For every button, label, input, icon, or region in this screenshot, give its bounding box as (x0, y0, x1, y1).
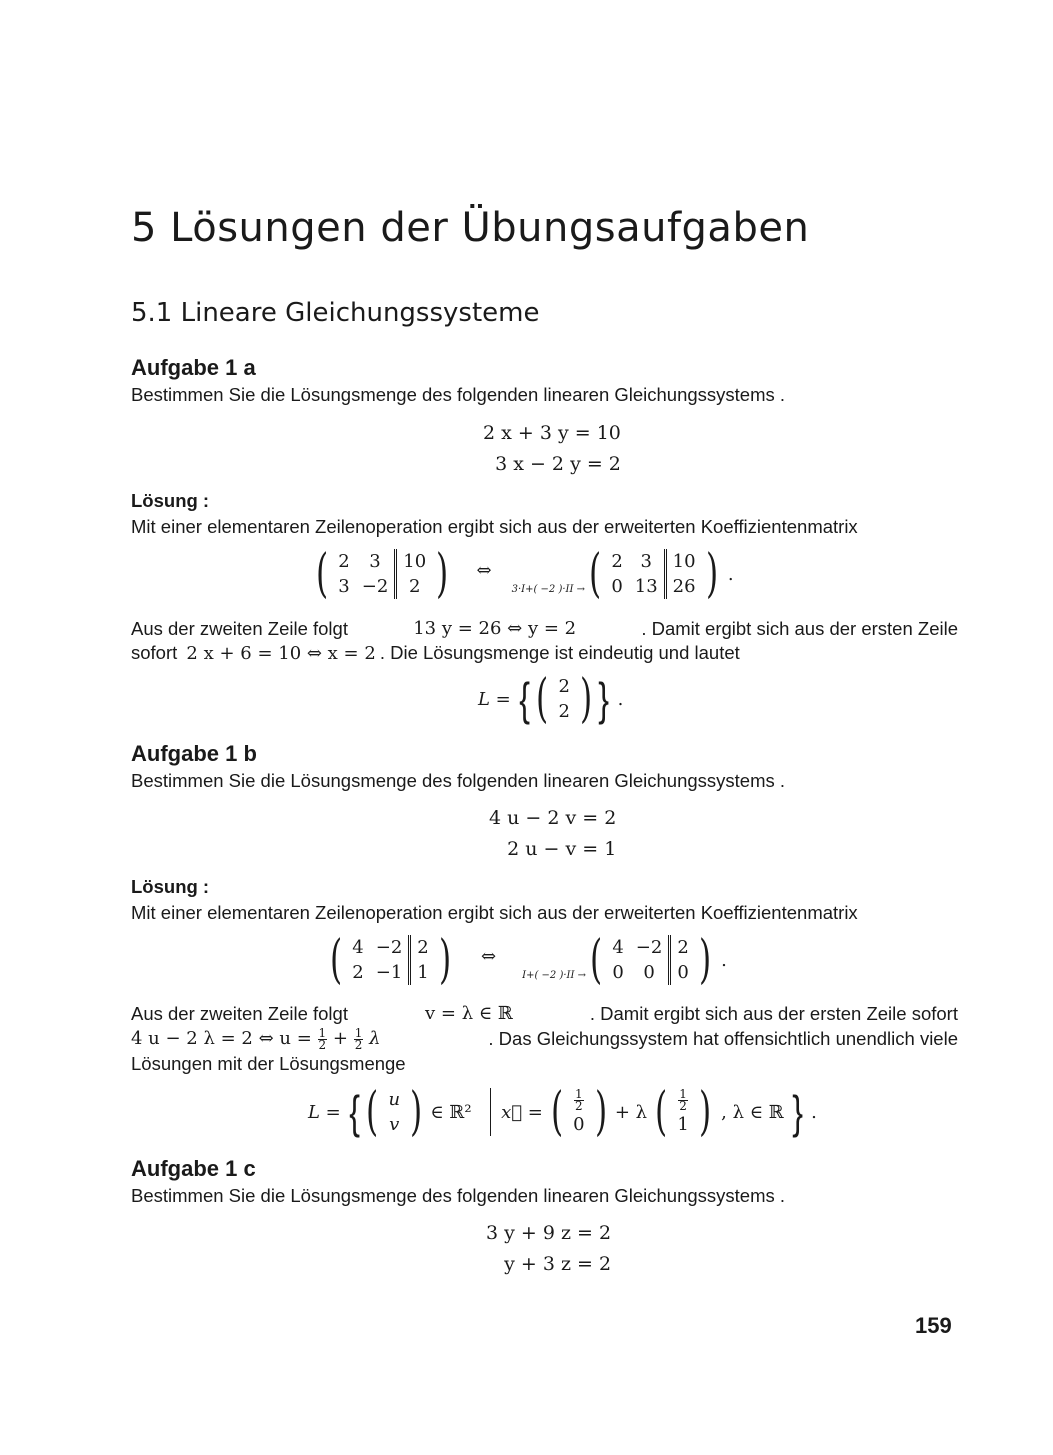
equation-system-1a (483, 418, 621, 480)
matrix-transform-1b: ( 4 −2 2 2 −1 1 ) ⇔ I+( −2 )·II → ( 4 −2 2 0 0 0 ) . (326, 934, 727, 986)
equation-1b-2: 2 u − v = 1 (507, 838, 617, 860)
matrix-cell: 13 (634, 576, 658, 597)
matrix-cell: 0 (611, 576, 623, 597)
equation-system-1b (489, 803, 616, 865)
equation-system-1c (486, 1218, 611, 1280)
vector-cell: 2 (558, 701, 570, 722)
solution-line-1b-2: 4 u − 2 λ = 2 ⇔ u = $\frac{1}{2}$ + $\frac{1}{2}$ λ . Das Gleichungssystem hat offensichtlich unendlich viele (131, 1025, 958, 1052)
matrix-cell: 10 (665, 549, 701, 574)
equation-1c-1: 3 y + 9 z = 2 (486, 1222, 612, 1244)
solution-intro-1a: Mit einer elementaren Zeilenoperation ergibt sich aus der erweiterten Koeffizientenmatrix (131, 516, 858, 537)
augmented-matrix-1a-right: ( 2 3 10 0 13 26 ) (589, 544, 718, 604)
math-inline: 2 x + 6 = 10 ⇔ x = 2 (186, 643, 376, 664)
matrix-cell: 3 (640, 551, 652, 572)
math-inline: 4 u − 2 λ = 2 ⇔ u = $\frac{1}{2}$ + $\frac{1}{2}$ λ (131, 1025, 381, 1052)
augmented-matrix-1b-right: ( 4 −2 2 0 0 0 ) (590, 930, 712, 990)
matrix-cell: 0 (670, 960, 695, 985)
vector-cell: 2 (558, 676, 570, 697)
matrix-cell: 0 (643, 962, 655, 983)
matrix-cell: 2 (396, 574, 432, 599)
equation-1a-2: 3 x − 2 y = 2 (495, 453, 621, 475)
solution-line-1a-2: sofort 2 x + 6 = 10 ⇔ x = 2 . Die Lösungsmenge ist eindeutig und lautet (131, 642, 740, 664)
solution-line-1a-1: Aus der zweiten Zeile folgt 13 y = 26 ⇔ y = 2 . Damit ergibt sich aus der ersten Zeile (131, 618, 958, 639)
fraction-half: $\frac{1}{2}$ (318, 1025, 327, 1052)
matrix-cell: −2 (375, 937, 403, 958)
solution-label-1b: Lösung : (131, 876, 210, 897)
matrix-cell: 2 (352, 962, 364, 983)
task-heading-1a: Aufgabe 1 a (131, 355, 256, 380)
task-prompt-1c: Bestimmen Sie die Lösungsmenge des folgenden linearen Gleichungssystems . (131, 1185, 786, 1206)
matrix-cell: −2 (361, 576, 389, 597)
solution-label-1a: Lösung : (131, 490, 210, 511)
task-prompt-1a: Bestimmen Sie die Lösungsmenge des folgenden linearen Gleichungssystems . (131, 384, 786, 405)
math-inline: v = λ ∈ ℝ (425, 1003, 513, 1024)
matrix-cell: 3 (369, 551, 381, 572)
equivalence-symbol: ⇔ (476, 559, 492, 581)
vector-cell: v (389, 1114, 400, 1135)
equation-1b-1: 4 u − 2 v = 2 (489, 807, 617, 829)
matrix-cell: 2 (338, 551, 350, 572)
augmented-matrix-1b-left: ( 4 −2 2 2 −1 1 ) (330, 930, 451, 990)
vector-cell: u (388, 1089, 401, 1110)
matrix-cell: −2 (635, 937, 663, 958)
row-operation-label-1a: 3·I+( −2 )·II → (511, 583, 586, 595)
matrix-transform-1a: ( 2 3 10 3 −2 2 ) ⇔ 3·I+( −2 )·II → ( 2 3 10 0 13 26 ) . (312, 548, 734, 600)
matrix-cell: 4 (352, 937, 364, 958)
solution-line-1b-1: Aus der zweiten Zeile folgt v = λ ∈ ℝ . Damit ergibt sich aus der ersten Zeile sofort (131, 1003, 958, 1024)
matrix-cell: 2 (410, 935, 435, 960)
matrix-cell: 1 (410, 960, 435, 985)
matrix-cell: 26 (665, 574, 701, 599)
task-heading-1c: Aufgabe 1 c (131, 1156, 256, 1181)
chapter-title: 5 Lösungen der Übungsaufgaben (131, 205, 810, 251)
augmented-matrix-1a-left: ( 2 3 10 3 −2 2 ) (316, 544, 449, 604)
solution-set-1a: L = { ( 2 2 ) } . (478, 669, 624, 729)
fraction-half: $\frac{1}{2}$ (354, 1025, 363, 1052)
matrix-cell: 3 (338, 576, 350, 597)
section-title: 5.1 Lineare Gleichungssysteme (131, 298, 540, 328)
matrix-cell: −1 (375, 962, 403, 983)
task-prompt-1b: Bestimmen Sie die Lösungsmenge des folgenden linearen Gleichungssystems . (131, 770, 786, 791)
task-heading-1b: Aufgabe 1 b (131, 741, 257, 766)
equation-1c-2: y + 3 z = 2 (504, 1253, 612, 1275)
solution-intro-1b: Mit einer elementaren Zeilenoperation ergibt sich aus der erweiterten Koeffizientenmatrix (131, 902, 858, 923)
matrix-cell: 2 (670, 935, 695, 960)
matrix-cell: 2 (611, 551, 623, 572)
matrix-cell: 10 (396, 549, 432, 574)
solution-set-1b: L = { ( u v ) ∈ ℝ² x⃗ = ( $\frac{1}{2}$ 0 ) + λ ( $\frac{1}{2}$ 1 ) , λ ∈ ℝ } . (308, 1082, 817, 1142)
set-divider (490, 1088, 492, 1136)
page-number: 159 (915, 1313, 952, 1338)
matrix-cell: 0 (612, 962, 624, 983)
matrix-cell: 4 (612, 937, 624, 958)
row-operation-label-1b: I+( −2 )·II → (522, 969, 587, 981)
equivalence-symbol: ⇔ (481, 945, 497, 967)
solution-line-1b-3: Lösungen mit der Lösungsmenge (131, 1053, 406, 1074)
math-inline: 13 y = 26 ⇔ y = 2 (413, 618, 577, 639)
equation-1a-1: 2 x + 3 y = 10 (483, 422, 621, 444)
